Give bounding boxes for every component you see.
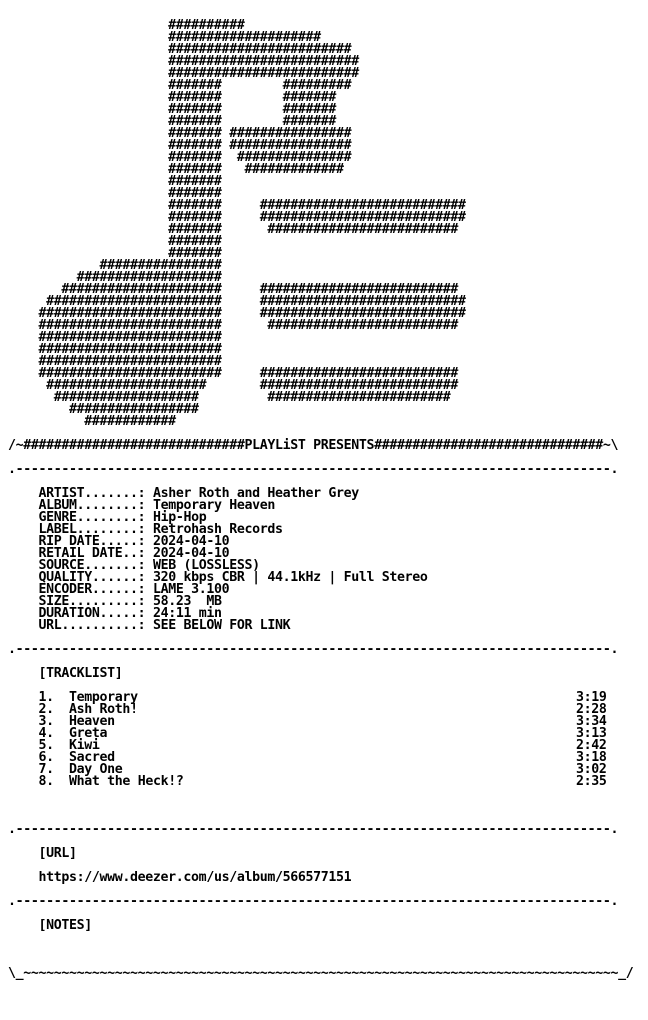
info-value: LAME 3.100 (152, 582, 230, 597)
track-number: 6. (38, 750, 54, 765)
track-number: 7. (38, 762, 54, 777)
logo-line: ################ (8, 258, 222, 273)
info-value: SEE BELOW FOR LINK (152, 618, 291, 633)
info-label: URL..........: (38, 618, 146, 633)
info-value: 24:11 min (152, 606, 222, 621)
info-label: RETAIL DATE..: (38, 546, 146, 561)
logo-line: ####### ####### (8, 90, 336, 105)
logo-line: ####### ######### (8, 78, 352, 93)
logo-line: #################### (8, 30, 321, 45)
blank-line (8, 800, 633, 812)
url-row (8, 872, 633, 884)
info-value: 2024-04-10 (152, 546, 230, 561)
info-value: 58.23 MB (152, 594, 222, 609)
divider: .------------------------------------------------------------------------------. (8, 894, 619, 909)
url-link[interactable]: https://www.deezer.com/us/album/566577151 (38, 870, 352, 885)
divider: .------------------------------------------------------------------------------. (8, 642, 619, 657)
logo-line: ####### ################ (8, 138, 352, 153)
nfo-document (8, 20, 633, 980)
track-time: 3:02 (576, 762, 607, 777)
track-title: Greta (69, 726, 108, 741)
track-title: Heaven (69, 714, 115, 729)
logo-line: ##################### ########################## (8, 378, 459, 393)
track-title: Ash Roth! (69, 702, 138, 717)
info-value: Asher Roth and Heather Grey (152, 486, 359, 501)
info-label: ENCODER......: (38, 582, 146, 597)
logo-line: ####### ########################### (8, 210, 466, 225)
notes-heading: [NOTES] (38, 918, 92, 933)
logo-line: ######################## (8, 354, 222, 369)
track-title: Kiwi (69, 738, 100, 753)
logo-line: ######################## ######################### (8, 318, 459, 333)
logo-line: ####### ############### (8, 150, 352, 165)
logo-line: ####### ######################### (8, 222, 459, 237)
info-label: SIZE.........: (38, 594, 146, 609)
tracklist-heading-row (8, 668, 633, 680)
logo-line: ####### (8, 234, 222, 249)
logo-line: ######################### (8, 66, 359, 81)
track-title: Sacred (69, 750, 115, 765)
logo-line: ################### (8, 270, 222, 285)
logo-line: ######################## (8, 330, 222, 345)
info-label: ALBUM........: (38, 498, 146, 513)
logo-line: ##################### ########################## (8, 282, 459, 297)
blank-line (8, 836, 633, 848)
track-title: Day One (69, 762, 123, 777)
track-number: 2. (38, 702, 54, 717)
info-value: 2024-04-10 (152, 534, 230, 549)
track-time: 3:34 (576, 714, 607, 729)
track-time: 2:28 (576, 702, 607, 717)
track-time: 3:18 (576, 750, 607, 765)
logo-line: ####### ####### (8, 114, 336, 129)
blank-line (8, 944, 633, 956)
track-number: 8. (38, 774, 54, 789)
info-value: Retrohash Records (152, 522, 283, 537)
info-value: 320 kbps CBR | 44.1kHz | Full Stereo (152, 570, 428, 585)
header-line: /~#############################PLAYLiST PRESENTS##############################~\ (8, 438, 619, 453)
url-heading: [URL] (38, 846, 77, 861)
track-number: 3. (38, 714, 54, 729)
track-title: Temporary (69, 690, 138, 705)
track-time: 2:35 (576, 774, 607, 789)
info-label: QUALITY......: (38, 570, 146, 585)
logo-line: ####### (8, 246, 222, 261)
footer-line: \_~~~~~~~~~~~~~~~~~~~~~~~~~~~~~~~~~~~~~~~~~~~~~~~~~~~~~~~~~~~~~~~~~~~~~~~~~~~~~~_/ (8, 966, 634, 981)
divider: .------------------------------------------------------------------------------. (8, 822, 619, 837)
blank-line (8, 932, 633, 944)
logo-line: ######################### (8, 54, 359, 69)
logo-line: ####### ################ (8, 126, 352, 141)
info-label: LABEL........: (38, 522, 146, 537)
logo-line: ####### ############# (8, 162, 344, 177)
tracklist-heading: [TRACKLIST] (38, 666, 123, 681)
info-label: RIP DATE.....: (38, 534, 146, 549)
logo-line: ####### (8, 174, 222, 189)
track-time: 2:42 (576, 738, 607, 753)
logo-line: ######################## (8, 342, 222, 357)
track-row (8, 776, 633, 788)
info-row-url (8, 620, 633, 632)
track-time: 3:13 (576, 726, 607, 741)
blank-line (8, 908, 633, 920)
info-label: GENRE........: (38, 510, 146, 525)
info-value: Hip-Hop (152, 510, 207, 525)
url-heading-row (8, 848, 633, 860)
track-row (8, 728, 633, 740)
track-title: What the Heck!? (69, 774, 184, 789)
logo-line: ################### ######################## (8, 390, 451, 405)
blank-line (8, 788, 633, 800)
notes-heading-row (8, 920, 633, 932)
info-label: DURATION.....: (38, 606, 146, 621)
track-number: 5. (38, 738, 54, 753)
logo-line: ######################## ########################### (8, 306, 466, 321)
track-time: 3:19 (576, 690, 607, 705)
track-number: 4. (38, 726, 54, 741)
logo-line: ########## (8, 18, 245, 33)
logo-line: ######################## (8, 42, 352, 57)
logo-line: ####### ####### (8, 102, 336, 117)
logo-line: ####### (8, 186, 222, 201)
logo-line: ####### ########################### (8, 198, 466, 213)
info-value: Temporary Heaven (152, 498, 275, 513)
logo-line: ####################### ########################### (8, 294, 466, 309)
logo-line: ######################## ########################## (8, 366, 459, 381)
info-label: SOURCE.......: (38, 558, 146, 573)
info-label: ARTIST.......: (38, 486, 146, 501)
divider: .------------------------------------------------------------------------------. (8, 462, 619, 477)
logo-line: ############ (8, 414, 176, 429)
track-number: 1. (38, 690, 54, 705)
logo-line: ################# (8, 402, 199, 417)
info-value: WEB (LOSSLESS) (152, 558, 260, 573)
